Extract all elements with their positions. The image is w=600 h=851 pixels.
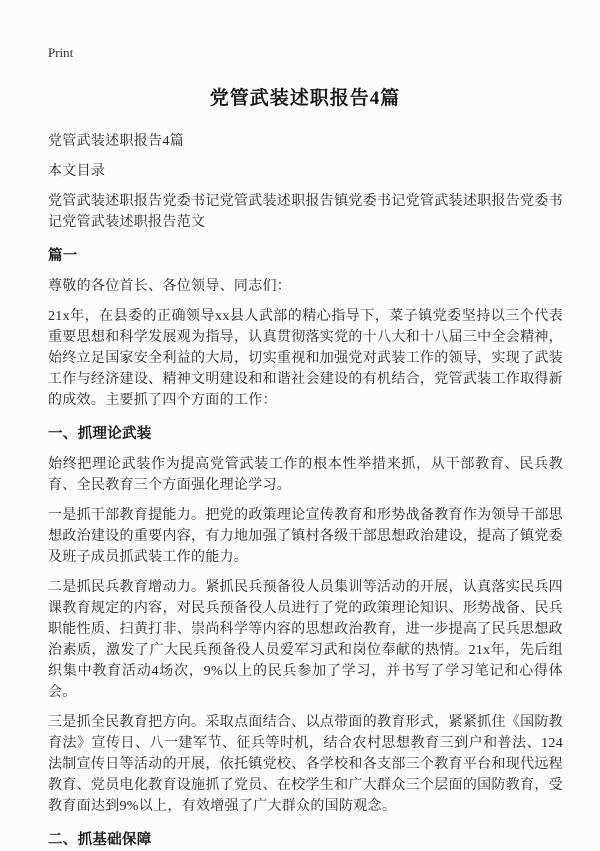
section-heading-part-one: 篇一 [48, 248, 78, 264]
paragraph-theory-overview: 始终把理论武装作为提高党管武装工作的根本性举措来抓，从干部教育、民兵教育、全民教育三个方面强化理论学习。 [48, 457, 563, 493]
doc-subtitle: 党管武装述职报告4篇 [48, 134, 184, 149]
toc-text: 党管武装述职报告党委书记党管武装述职报告镇党委书记党管武装述职报告党委书记党管武装述职报告范文 [48, 194, 563, 230]
toc-title: 本文目录 [48, 164, 106, 179]
paragraph-cadre-education: 一是抓干部教育提能力。把党的政策理论宣传教育和形势战备教育作为领导干部思想政治建设的重要内容，有力地加强了镇村各级干部思想政治建设，提高了镇党委及班子成员抓武装工作的能力。 [48, 508, 563, 565]
section-heading-basic-support: 二、抓基础保障 [48, 832, 152, 848]
paragraph-militia-education: 二是抓民兵教育增动力。紧抓民兵预备役人员集训等活动的开展，认真落实民兵四课教育规定的内容，对民兵预备役人员进行了党的政策理论知识、形势战备、民兵职能性质、扫黄打非、崇尚科学等内容的思想政治教育，进一步提高了民兵思想政治素质，激发了广大民兵预备役人员爱军习武和岗位奉献的热情。21x年，先后组织集中教育活动4场次，9%以上的民兵参加了学习，并书写了学习笔记和心得体会。 [48, 580, 563, 700]
document-title: 党管武装述职报告4篇 [209, 88, 401, 109]
section-heading-theory: 一、抓理论武装 [48, 426, 152, 442]
greeting-line: 尊敬的各位首长、各位领导、同志们： [48, 279, 292, 294]
print-link[interactable]: Print [48, 45, 74, 60]
document-body [48, 131, 563, 851]
paragraph-national-defense-education: 三是抓全民教育把方向。采取点面结合、以点带面的教育形式，紧紧抓住《国防教育法》宣传日、八一建军节、征兵等时机，结合农村思想教育三到户和普法、124法制宣传日等活动的开展，依托镇党校、各学校和各支部三个教育平台和现代远程教育、党员电化教育设施抓了党员、在校学生和广大群众三个层面的国防教育，受教育面达到9%以上，有效增强了广大群众的国防观念。 [48, 715, 563, 814]
intro-paragraph: 21x年，在县委的正确领导xx县人武部的精心指导下，菜子镇党委坚持以三个代表重要思想和科学发展观为指导，认真贯彻落实党的十八大和十八届三中全会精神，始终立足国家安全利益的大局，切实重视和加强党对武装工作的领导，实现了武装工作与经济建设、精神文明建设和和谐社会建设的有机结合，党管武装工作取得新的成效。主要抓了四个方面的工作： [48, 309, 563, 408]
